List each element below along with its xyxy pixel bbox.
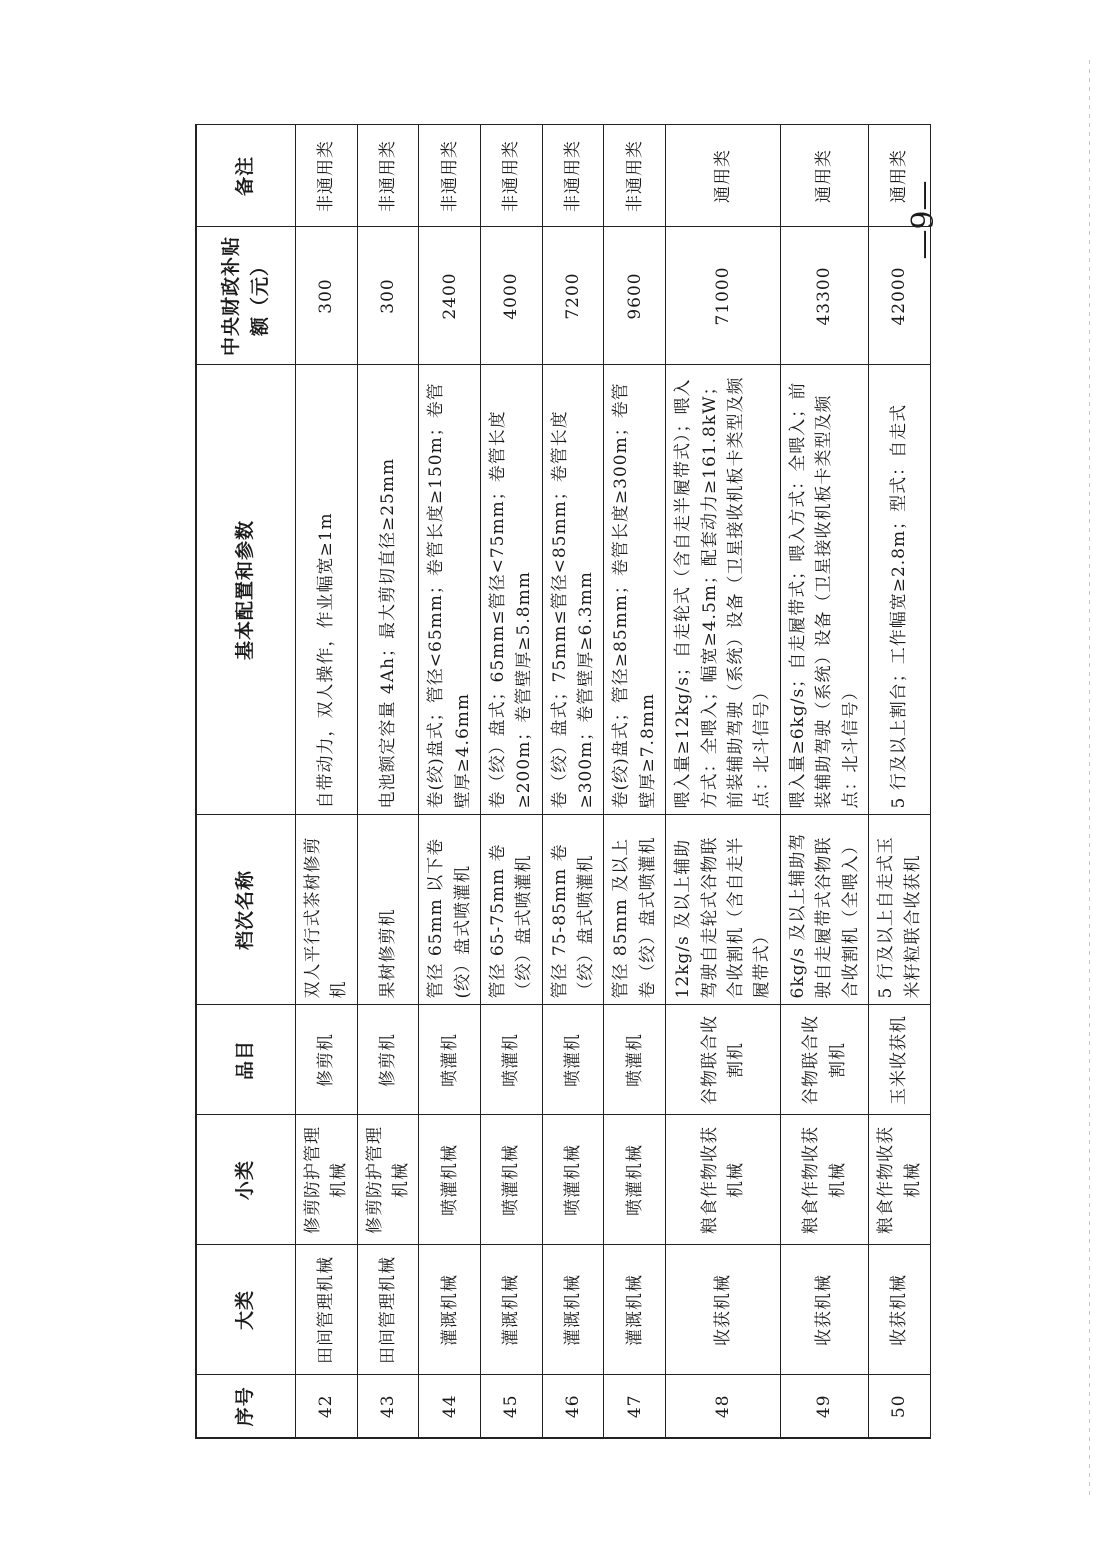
cell-grade-name: 5 行及以上自走式玉米籽粒联合收获机 [869, 815, 931, 1005]
cell-config-params: 电池额定容量 4Ah；最大剪切直径≥25mm [357, 365, 419, 815]
cell-item: 谷物联合收割机 [666, 1005, 781, 1115]
cell-item: 玉米收获机 [869, 1005, 931, 1115]
cell-index: 47 [604, 1375, 666, 1438]
table-row [357, 125, 419, 1438]
cell-config-params: 卷（绞）盘式；65mm≤管径<75mm；卷管长度≥200m；卷管壁厚≥5.8mm [481, 365, 543, 815]
table-row [296, 125, 358, 1438]
cell-category: 灌溉机械 [419, 1245, 481, 1375]
cell-subcategory: 喷灌机械 [481, 1115, 543, 1245]
cell-category: 收获机械 [781, 1245, 869, 1375]
subsidy-table-container [195, 126, 923, 1439]
cell-grade-name: 管径 75-85mm 卷（绞）盘式喷灌机 [542, 815, 604, 1005]
header-index: 序号 [196, 1375, 296, 1438]
cell-category: 灌溉机械 [481, 1245, 543, 1375]
cell-subcategory: 粮食作物收获机械 [869, 1115, 931, 1245]
cell-subcategory: 喷灌机械 [604, 1115, 666, 1245]
table-row [542, 125, 604, 1438]
cell-index: 50 [869, 1375, 931, 1438]
header-remarks: 备注 [196, 125, 296, 227]
cell-subcategory: 喷灌机械 [419, 1115, 481, 1245]
header-subsidy-amount: 中央财政补贴额（元） [196, 227, 296, 365]
rotated-table [195, 126, 923, 1439]
table-row [419, 125, 481, 1438]
cell-subsidy-amount: 300 [357, 227, 419, 365]
cell-item: 喷灌机 [481, 1005, 543, 1115]
cell-category: 收获机械 [869, 1245, 931, 1375]
cell-grade-name: 管径 65-75mm 卷（绞）盘式喷灌机 [481, 815, 543, 1005]
cell-grade-name: 6kg/s 及以上辅助驾驶自走履带式谷物联合收割机（全喂入） [781, 815, 869, 1005]
cell-grade-name: 双人平行式茶树修剪机 [296, 815, 358, 1005]
cell-remarks: 通用类 [781, 125, 869, 227]
cell-remarks: 非通用类 [357, 125, 419, 227]
cell-remarks: 非通用类 [296, 125, 358, 227]
table-row [781, 125, 869, 1438]
cell-config-params: 喂入量≥6kg/s；自走履带式；喂入方式：全喂入；前装辅助驾驶（系统）设备（卫星接收机板卡类型及频点：北斗信号） [781, 365, 869, 815]
cell-index: 49 [781, 1375, 869, 1438]
cell-item: 喷灌机 [542, 1005, 604, 1115]
cell-subsidy-amount: 43300 [781, 227, 869, 365]
cell-subcategory: 修剪防护管理机械 [357, 1115, 419, 1245]
cell-category: 田间管理机械 [357, 1245, 419, 1375]
cell-grade-name: 12kg/s 及以上辅助驾驶自走轮式谷物联合收割机（含自走半履带式） [666, 815, 781, 1005]
cell-subsidy-amount: 9600 [604, 227, 666, 365]
cell-item: 修剪机 [357, 1005, 419, 1115]
cell-index: 43 [357, 1375, 419, 1438]
header-grade-name: 档次名称 [196, 815, 296, 1005]
header-subcategory: 小类 [196, 1115, 296, 1245]
subsidy-table [195, 125, 931, 1440]
header-category: 大类 [196, 1245, 296, 1375]
cell-item: 喷灌机 [419, 1005, 481, 1115]
cell-grade-name: 管径 65mm 以下卷(绞）盘式喷灌机 [419, 815, 481, 1005]
cell-category: 灌溉机械 [604, 1245, 666, 1375]
cell-item: 修剪机 [296, 1005, 358, 1115]
cell-grade-name: 管径 85mm 及以上卷（绞）盘式喷灌机 [604, 815, 666, 1005]
cell-item: 喷灌机 [604, 1005, 666, 1115]
cell-subcategory: 粮食作物收获机械 [666, 1115, 781, 1245]
page-number: —9— [905, 180, 941, 260]
cell-index: 45 [481, 1375, 543, 1438]
header-config-params: 基本配置和参数 [196, 365, 296, 815]
cell-config-params: 卷(绞)盘式；管径<65mm；卷管长度≥150m；卷管壁厚≥4.6mm [419, 365, 481, 815]
header-item: 品目 [196, 1005, 296, 1115]
cell-subcategory: 粮食作物收获机械 [781, 1115, 869, 1245]
table-header-row [196, 125, 296, 1438]
cell-remarks: 非通用类 [604, 125, 666, 227]
cell-subcategory: 修剪防护管理机械 [296, 1115, 358, 1245]
table-row [869, 125, 931, 1438]
cell-remarks: 非通用类 [542, 125, 604, 227]
cell-category: 收获机械 [666, 1245, 781, 1375]
page-edge-mark [1089, 60, 1090, 1500]
cell-index: 46 [542, 1375, 604, 1438]
cell-subsidy-amount: 300 [296, 227, 358, 365]
cell-subsidy-amount: 7200 [542, 227, 604, 365]
cell-index: 44 [419, 1375, 481, 1438]
table-row [481, 125, 543, 1438]
cell-subsidy-amount: 4000 [481, 227, 543, 365]
cell-remarks: 通用类 [869, 125, 931, 227]
cell-config-params: 卷（绞）盘式；75mm≤管径<85mm；卷管长度≥300m；卷管壁厚≥6.3mm [542, 365, 604, 815]
cell-category: 灌溉机械 [542, 1245, 604, 1375]
table-row [604, 125, 666, 1438]
cell-category: 田间管理机械 [296, 1245, 358, 1375]
cell-subcategory: 喷灌机械 [542, 1115, 604, 1245]
table-row [666, 125, 781, 1438]
cell-config-params: 喂入量≥12kg/s；自走轮式（含自走半履带式）；喂入方式：全喂入；幅宽≥4.5m；配套动力≥161.8kW；前装辅助驾驶（系统）设备（卫星接收机板卡类型及频点：北斗信号） [666, 365, 781, 815]
cell-config-params: 5 行及以上割台；工作幅宽≥2.8m；型式：自走式 [869, 365, 931, 815]
cell-index: 48 [666, 1375, 781, 1438]
cell-subsidy-amount: 42000 [869, 227, 931, 365]
cell-subsidy-amount: 71000 [666, 227, 781, 365]
cell-grade-name: 果树修剪机 [357, 815, 419, 1005]
cell-remarks: 非通用类 [481, 125, 543, 227]
cell-item: 谷物联合收割机 [781, 1005, 869, 1115]
cell-config-params: 自带动力，双人操作，作业幅宽≥1m [296, 365, 358, 815]
cell-index: 42 [296, 1375, 358, 1438]
cell-remarks: 非通用类 [419, 125, 481, 227]
cell-config-params: 卷(绞)盘式；管径≥85mm；卷管长度≥300m；卷管壁厚≥7.8mm [604, 365, 666, 815]
cell-subsidy-amount: 2400 [419, 227, 481, 365]
cell-remarks: 通用类 [666, 125, 781, 227]
